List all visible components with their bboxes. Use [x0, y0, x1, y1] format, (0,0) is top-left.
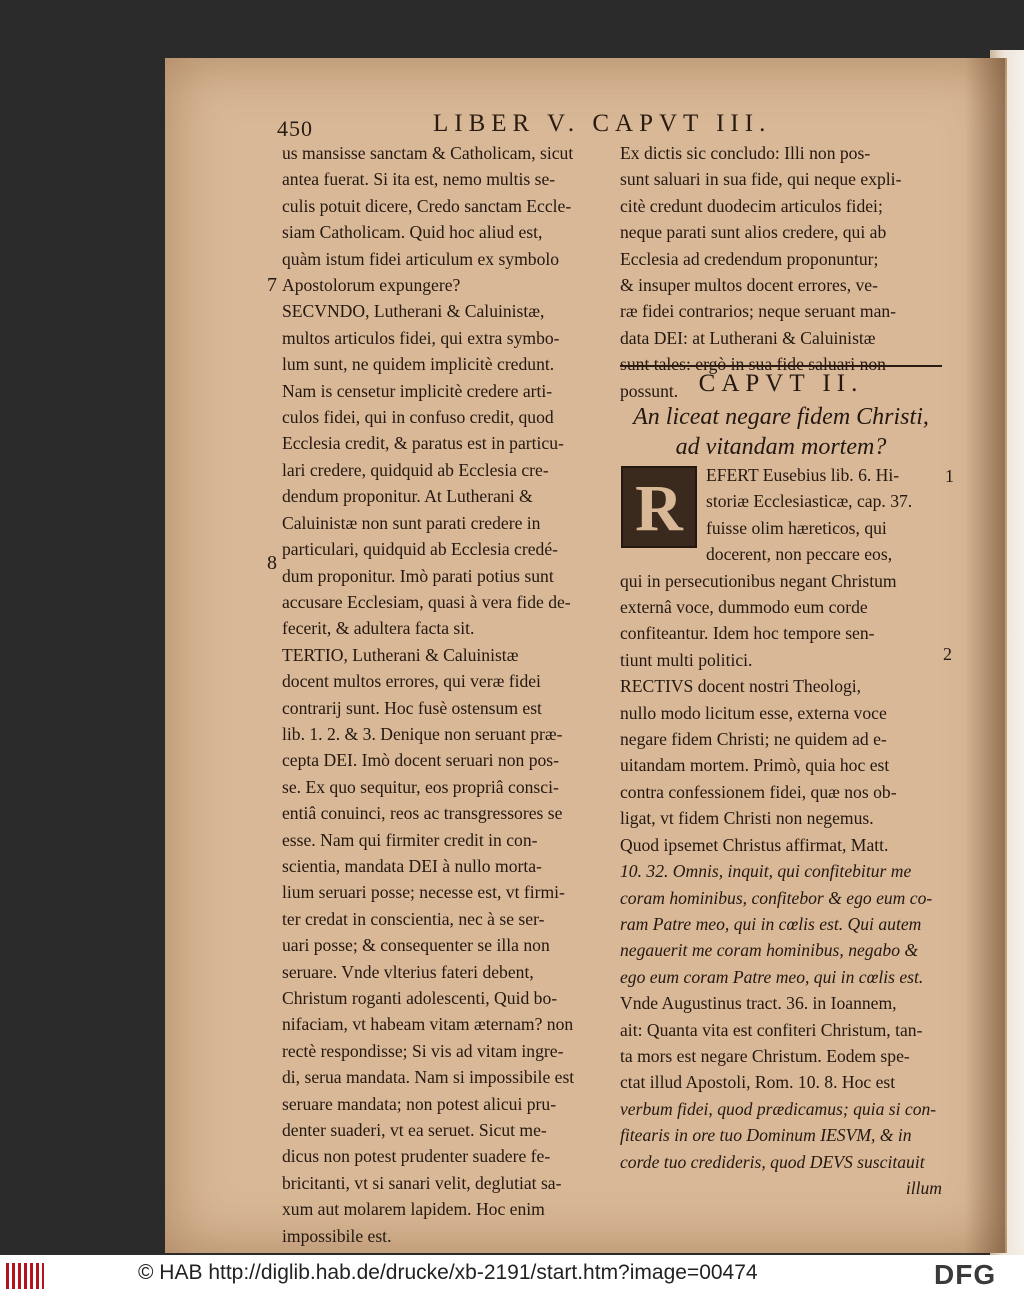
footer-bar: [0, 1255, 1024, 1295]
left-column: [282, 140, 604, 1249]
text-line: nullo modo licitum esse, externa voce: [620, 702, 887, 723]
text-line: Quod ipsemet Christus affirmat, Matt.: [620, 834, 889, 855]
text-line: ctat illud Apostoli, Rom. 10. 8. Hoc est: [620, 1072, 896, 1093]
text-line: seruare mandata; non potest alicui pru-: [282, 1093, 557, 1114]
text-line: Christum roganti adolescenti, Quid bo-: [282, 988, 558, 1008]
text-line: & insuper multos docent errores, ve-: [620, 275, 878, 296]
margin-number-1: 1: [945, 466, 954, 486]
text-line: dicus non potest prudenter suadere fe-: [282, 1146, 551, 1167]
text-line: externâ voce, dummodo eum corde: [620, 597, 868, 618]
text-line: culis potuit dicere, Credo sanctam Eccle-: [282, 195, 572, 216]
text-line: qui in persecutionibus negant Christum: [620, 570, 897, 591]
text-line: tiunt multi politici.: [620, 649, 753, 670]
text-line: scientia, mandata DEI à nullo morta-: [282, 855, 542, 876]
footer-copyright-link[interactable]: © HAB http://diglib.hab.de/drucke/xb-2191/start.htm?image=00474: [138, 1261, 758, 1284]
text-line: fuisse olim hæreticos, qui: [706, 517, 887, 538]
text-line: se. Ex quo sequitur, eos propriâ consci-: [282, 776, 559, 797]
text-line: lum sunt, ne quidem implicitè credunt.: [282, 354, 555, 375]
text-line: lari credere, quidquid ab Ecclesia cre-: [282, 459, 549, 480]
text-line: lium seruari posse; necesse est, vt firmi-: [282, 882, 565, 903]
text-line: Ex dictis sic concludo: Illi non pos-: [620, 143, 871, 163]
text-line: ram Patre meo, qui in cœlis est. Qui autem: [620, 913, 922, 934]
text-line: 10. 32. Omnis, inquit, qui confitebitur me: [620, 861, 912, 882]
page-fold-shadow: [965, 58, 1005, 1253]
text-line: particulari, quidquid ab Ecclesia credé-: [282, 539, 558, 560]
text-line: nifaciam, vt habeam vitam æternam? non: [282, 1014, 574, 1035]
text-line: dum proponitur. Imò parati potius sunt: [282, 565, 554, 586]
text-line: fecerit, & adultera facta sit.: [282, 618, 475, 639]
text-line: corde tuo credideris, quod DEVS suscitauit: [620, 1151, 925, 1172]
text-line: bricitanti, vt si sanari velit, deglutiat sa-: [282, 1172, 562, 1193]
text-line: uitandam mortem. Primò, quia hoc est: [620, 755, 890, 776]
text-line: quàm istum fidei articulum ex symbolo: [282, 248, 560, 269]
text-line: cepta DEI. Imò docent seruari non pos-: [282, 750, 560, 771]
text-line: denter suaderi, vt ea seruet. Sicut me-: [282, 1120, 547, 1141]
text-line: ter credat in conscientia, nec à se ser-: [282, 908, 545, 929]
text-line: ligat, vt fidem Christi non negemus.: [620, 808, 874, 829]
chapter-subtitle-line: An liceat negare fidem Christi,: [633, 404, 929, 430]
page-header: [165, 110, 1007, 144]
text-line: Caluinistæ non sunt parati credere in: [282, 512, 541, 533]
text-line: negauerit me coram hominibus, negabo &: [620, 940, 919, 961]
text-line: multos articulos fidei, qui extra symbo-: [282, 327, 560, 348]
text-line: Nam is censetur implicitè credere arti-: [282, 380, 553, 401]
text-line: impossibile est.: [282, 1225, 392, 1246]
text-line: ræ fidei contrarios; neque seruant man-: [620, 301, 897, 322]
text-line: rectè respondisse; Si vis ad vitam ingre-: [282, 1040, 564, 1061]
text-line: xum aut molarem lapidem. Hoc enim: [282, 1199, 545, 1220]
text-line: coram hominibus, confitebor & ego eum co-: [620, 887, 933, 908]
book-page: [165, 58, 1007, 1253]
text-line: us mansisse sanctam & Catholicam, sicut: [282, 143, 574, 163]
text-line: neque parati sunt alios credere, qui ab: [620, 222, 887, 243]
page-number: 450: [277, 116, 313, 141]
margin-number-2: 2: [943, 644, 952, 664]
text-line: accusare Ecclesiam, quasi à vera fide de-: [282, 591, 571, 612]
text-line: citè credunt duodecim articulos fidei;: [620, 195, 883, 216]
right-column-body: [620, 462, 942, 1201]
text-line: uari posse; & consequenter se illa non: [282, 935, 550, 956]
text-line: EFERT Eusebius lib. 6. Hi-: [706, 465, 900, 485]
text-line: possunt.: [620, 380, 679, 401]
chapter-subtitle: [620, 402, 942, 462]
text-line: Apostolorum expungere?: [282, 275, 461, 296]
text-line: ait: Quanta vita est confiteri Christum, tan-: [620, 1019, 923, 1040]
text-line: seruare. Vnde vlterius fateri debent,: [282, 961, 534, 982]
running-title: LIBER V. CAPVT III.: [433, 110, 772, 137]
text-line: culos fidei, qui in confuso credit, quod: [282, 407, 554, 428]
catchword: illum: [905, 1177, 942, 1198]
text-line: antea fuerat. Si ita est, nemo multis se-: [282, 169, 556, 190]
text-line: lib. 1. 2. & 3. Denique non seruant præ-: [282, 723, 563, 744]
text-line: siam Catholicam. Quid hoc aliud est,: [282, 222, 543, 243]
text-line: docerent, non peccare eos,: [706, 544, 893, 565]
text-line: di, serua mandata. Nam si impossibile est: [282, 1067, 575, 1088]
margin-number-7: 7: [267, 274, 277, 296]
text-line: sunt saluari in sua fide, qui neque expli-: [620, 169, 902, 190]
text-line: data DEI: at Lutherani & Caluinistæ: [620, 327, 876, 348]
initial-indent-block: [620, 462, 942, 568]
text-line: confiteantur. Idem hoc tempore sen-: [620, 623, 875, 644]
hab-logo-icon: [6, 1263, 44, 1289]
text-line: entiâ conuinci, reos ac transgressores se: [282, 803, 563, 824]
text-line: docent multos errores, qui veræ fidei: [282, 671, 541, 692]
chapter-rule: [620, 365, 942, 367]
text-line: negare fidem Christi; ne quidem ad e-: [620, 729, 887, 750]
text-line: Ecclesia ad credendum proponuntur;: [620, 248, 879, 269]
text-line: Ecclesia credit, & paratus est in particu-: [282, 433, 564, 454]
dfg-logo: DFG: [934, 1259, 997, 1290]
text-line: RECTIVS docent nostri Theologi,: [620, 676, 862, 697]
text-line: verbum fidei, quod prædicamus; quia si con-: [620, 1098, 937, 1119]
decorated-initial: R: [621, 466, 697, 548]
text-line: Vnde Augustinus tract. 36. in Ioannem,: [620, 993, 897, 1014]
text-line: esse. Nam qui firmiter credit in con-: [282, 829, 538, 850]
text-line: TERTIO, Lutherani & Caluinistæ: [282, 644, 519, 665]
text-line: contra confessionem fidei, quæ nos ob-: [620, 781, 897, 802]
text-line: contrarij sunt. Hoc fusè ostensum est: [282, 697, 542, 718]
text-line: ta mors est negare Christum. Eodem spe-: [620, 1045, 910, 1066]
text-line: storiæ Ecclesiasticæ, cap. 37.: [706, 491, 913, 512]
chapter-subtitle-line: ad vitandam mortem?: [675, 434, 887, 460]
chapter-title: CAPVT II.: [698, 370, 864, 397]
margin-number-8: 8: [267, 552, 277, 574]
text-line: SECVNDO, Lutherani & Caluinistæ,: [282, 301, 545, 322]
text-line: ego eum coram Patre meo, qui in cœlis est.: [620, 966, 924, 987]
text-line: fitearis in ore tuo Dominum IESVM, & in: [620, 1125, 912, 1146]
text-line: dendum proponitur. At Lutherani &: [282, 486, 533, 507]
